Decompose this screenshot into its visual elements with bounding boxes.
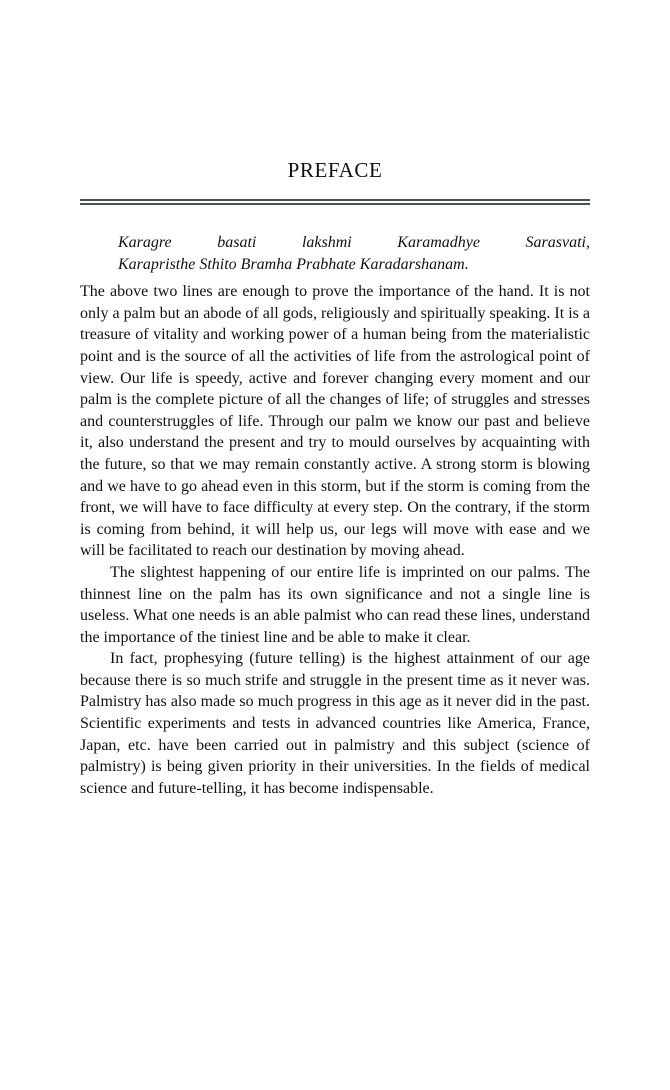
body-paragraph: In fact, prophesying (future telling) is the highest attainment of our age because there is so much strife and struggle in the present time as it never was. Palmistry has also made so much progress in this age as it never did in the past. Scientific experiments and tests in advanced countries like America, France, Japan, etc. have been carried out in palmistry and this subject (science of palmistry) is being given priority in their universities. In the fields of medical science and future-telling, it has become indispensable. xyxy=(80,650,590,797)
page-title: PREFACE xyxy=(287,158,383,182)
epigraph-verse xyxy=(80,205,590,275)
epigraph-line-1: Karagre basati lakshmi Karamadhye Sarasvati, xyxy=(118,234,590,252)
epigraph-line-2: Karapristhe Sthito Bramha Prabhate Karadarshanam. xyxy=(118,255,469,273)
body-paragraph: The slightest happening of our entire life is imprinted on our palms. The thinnest line on the palm has its own significance and not a single line is useless. What one needs is an able palmist who can read these lines, understand the importance of the tiniest line and be able to make it clear. xyxy=(80,563,590,646)
page-content xyxy=(80,0,590,799)
body-paragraph: The above two lines are enough to prove the importance of the hand. It is not only a palm but an abode of all gods, religiously and spiritually speaking. It is a treasure of vitality and working power of a human being from the materialistic point and is the source of all the activities of life from the astrological point of view. Our life is speedy, active and forever changing every moment and our palm is the complete picture of all the changes of life; of struggles and stresses and counterstruggles of life. Through our palm we know our past and believe it, also understand the present and try to mould ourselves by acquainting with the future, so that we may remain constantly active. A strong storm is blowing and we have to go ahead even in this storm, but if the storm is coming from the front, we will have to face difficulty at every step. On the contrary, if the storm is coming from behind, it will help us, our legs will move with ease and we will be facilitated to reach our destination by moving ahead. xyxy=(80,283,590,560)
